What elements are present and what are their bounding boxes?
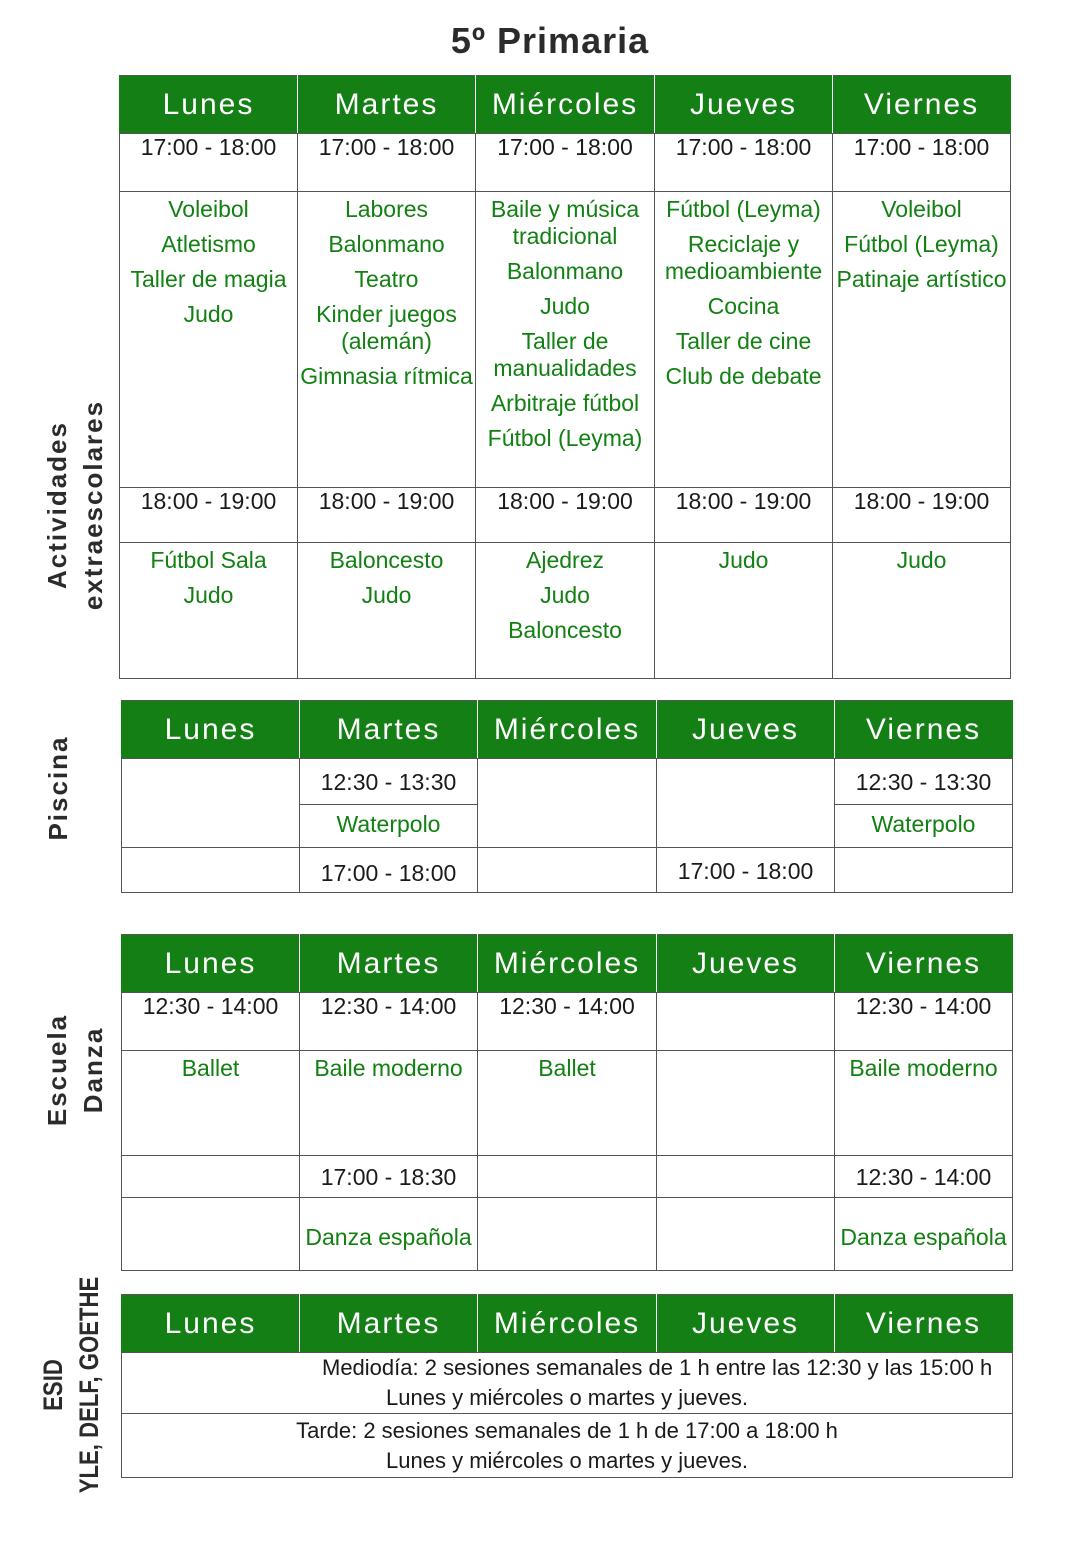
day-header: Miércoles: [476, 76, 655, 134]
activity: Arbitraje fútbol: [490, 390, 640, 416]
empty-cell: [657, 993, 835, 1051]
day-header: Jueves: [657, 935, 835, 993]
activities-cell-martes: [298, 192, 476, 488]
activity: Taller de magia: [130, 266, 287, 292]
day-header: Viernes: [835, 701, 1013, 759]
activities-cell-viernes: [833, 543, 1011, 679]
activities-cell-viernes: [833, 192, 1011, 488]
section-label-esid: ESID YLE, DELF, GOETHE: [38, 1276, 104, 1494]
day-header: Martes: [300, 701, 478, 759]
day-header: Lunes: [120, 76, 298, 134]
activity: Taller de cine: [675, 328, 812, 354]
time-cell: 17:00 - 18:00: [657, 848, 835, 893]
day-header: Viernes: [833, 76, 1011, 134]
day-header: Martes: [300, 935, 478, 993]
time-cell: 17:00 - 18:00: [300, 848, 478, 893]
activities-cell-martes: [298, 543, 476, 679]
empty-cell: [657, 1198, 835, 1271]
time-cell: 17:00 - 18:00: [120, 134, 298, 192]
activity: Judo: [183, 301, 234, 327]
activity: Baloncesto: [508, 617, 622, 643]
time-cell: 17:00 - 18:00: [476, 134, 655, 192]
activity: Judo: [540, 582, 590, 608]
activity: Judo: [718, 547, 769, 573]
danza-table: [121, 934, 1013, 1271]
time-cell: 18:00 - 19:00: [298, 488, 476, 543]
day-header: Lunes: [122, 701, 300, 759]
activity-cell: Danza española: [300, 1198, 478, 1271]
activity: Baile y música tradicional: [490, 196, 640, 249]
esid-mediodia-line2: Lunes y miércoles o martes y jueves.: [386, 1385, 748, 1410]
activities-cell-jueves: [655, 543, 833, 679]
day-header: Lunes: [122, 935, 300, 993]
empty-cell: [478, 759, 657, 848]
esid-table: [121, 1294, 1013, 1478]
time-cell: 12:30 - 14:00: [835, 1156, 1013, 1198]
activity: Voleibol: [168, 196, 249, 222]
section-label-extraescolares: Actividades extraescolares: [42, 399, 108, 611]
day-header: Martes: [298, 76, 476, 134]
extraescolares-table: [119, 75, 1011, 679]
activities-cell-lunes: [120, 192, 298, 488]
activity-cell: Baile moderno: [300, 1051, 478, 1156]
day-header: Miércoles: [478, 1295, 657, 1353]
empty-cell: [122, 848, 300, 893]
activity-cell: Ballet: [122, 1051, 300, 1156]
empty-cell: [478, 1156, 657, 1198]
time-cell: 12:30 - 14:00: [478, 993, 657, 1051]
day-header: Jueves: [657, 701, 835, 759]
day-header: Viernes: [835, 1295, 1013, 1353]
empty-cell: [657, 759, 835, 848]
activities-cell-jueves: [655, 192, 833, 488]
day-header: Lunes: [122, 1295, 300, 1353]
section-label-piscina: Piscina: [43, 735, 73, 841]
activity: Labores: [344, 196, 429, 222]
esid-tarde-line1: Tarde: 2 sesiones semanales de 1 h de 17:00 a 18:00 h: [296, 1417, 838, 1443]
activity: Baloncesto: [329, 547, 444, 573]
time-cell: 18:00 - 19:00: [120, 488, 298, 543]
time-cell: 17:00 - 18:00: [298, 134, 476, 192]
piscina-table: [121, 700, 1013, 893]
activity: Voleibol: [881, 196, 962, 222]
activity: Cocina: [707, 293, 780, 319]
activity: Fútbol (Leyma): [844, 231, 999, 257]
time-cell: 17:00 - 18:00: [833, 134, 1011, 192]
empty-cell: [122, 759, 300, 848]
activities-cell-miercoles: [476, 192, 655, 488]
time-cell: 12:30 - 13:30: [835, 759, 1013, 805]
activity: Atletismo: [161, 231, 256, 257]
section-label-danza: Escuela Danza: [42, 1013, 108, 1127]
page-title: 5º Primaria: [450, 20, 650, 61]
esid-mediodia-line1: Mediodía: 2 sesiones semanales de 1 h entre las 12:30 y las 15:00 h: [322, 1355, 993, 1380]
time-cell: 18:00 - 19:00: [476, 488, 655, 543]
day-header: Miércoles: [478, 701, 657, 759]
empty-cell: [657, 1156, 835, 1198]
day-header: Jueves: [657, 1295, 835, 1353]
activity-cell: Ballet: [478, 1051, 657, 1156]
esid-tarde-line2: Lunes y miércoles o martes y jueves.: [386, 1447, 748, 1473]
time-cell: 18:00 - 19:00: [833, 488, 1011, 543]
activity-cell: Waterpolo: [835, 805, 1013, 848]
activity: Club de debate: [665, 363, 822, 389]
empty-cell: [657, 1051, 835, 1156]
activity: Teatro: [354, 266, 419, 292]
activity: Balonmano: [506, 258, 624, 284]
time-cell: 12:30 - 14:00: [835, 993, 1013, 1051]
activity-cell: Waterpolo: [300, 805, 478, 848]
day-header: Martes: [300, 1295, 478, 1353]
activity: Gimnasia rítmica: [300, 363, 473, 389]
activity: Fútbol (Leyma): [666, 196, 821, 222]
activity: Patinaje artístico: [836, 266, 1007, 292]
activity: Fútbol (Leyma): [487, 425, 643, 451]
activity: Reciclaje y medioambiente: [664, 231, 823, 284]
esid-tarde-cell: [122, 1414, 1013, 1478]
day-header: Jueves: [655, 76, 833, 134]
activities-cell-lunes: [120, 543, 298, 679]
time-cell: 17:00 - 18:00: [655, 134, 833, 192]
empty-cell: [478, 848, 657, 893]
time-cell: 18:00 - 19:00: [655, 488, 833, 543]
day-header: Viernes: [835, 935, 1013, 993]
time-cell: 12:30 - 14:00: [300, 993, 478, 1051]
activity: Balonmano: [328, 231, 445, 257]
esid-mediodia-cell: [122, 1353, 1013, 1414]
activities-cell-miercoles: [476, 543, 655, 679]
activity: Judo: [183, 582, 234, 608]
activity: Judo: [896, 547, 947, 573]
activity: Taller de manualidades: [493, 328, 637, 381]
activity: Kinder juegos (alemán): [316, 301, 457, 354]
empty-cell: [835, 848, 1013, 893]
activity: Ajedrez: [526, 547, 604, 573]
time-cell: 12:30 - 14:00: [122, 993, 300, 1051]
time-cell: 12:30 - 13:30: [300, 759, 478, 805]
activity-cell: Danza española: [835, 1198, 1013, 1271]
empty-cell: [122, 1198, 300, 1271]
day-header: Miércoles: [478, 935, 657, 993]
activity: Judo: [540, 293, 590, 319]
empty-cell: [478, 1198, 657, 1271]
activity: Judo: [361, 582, 412, 608]
empty-cell: [122, 1156, 300, 1198]
activity: Fútbol Sala: [150, 547, 267, 573]
activity-cell: Baile moderno: [835, 1051, 1013, 1156]
time-cell: 17:00 - 18:30: [300, 1156, 478, 1198]
